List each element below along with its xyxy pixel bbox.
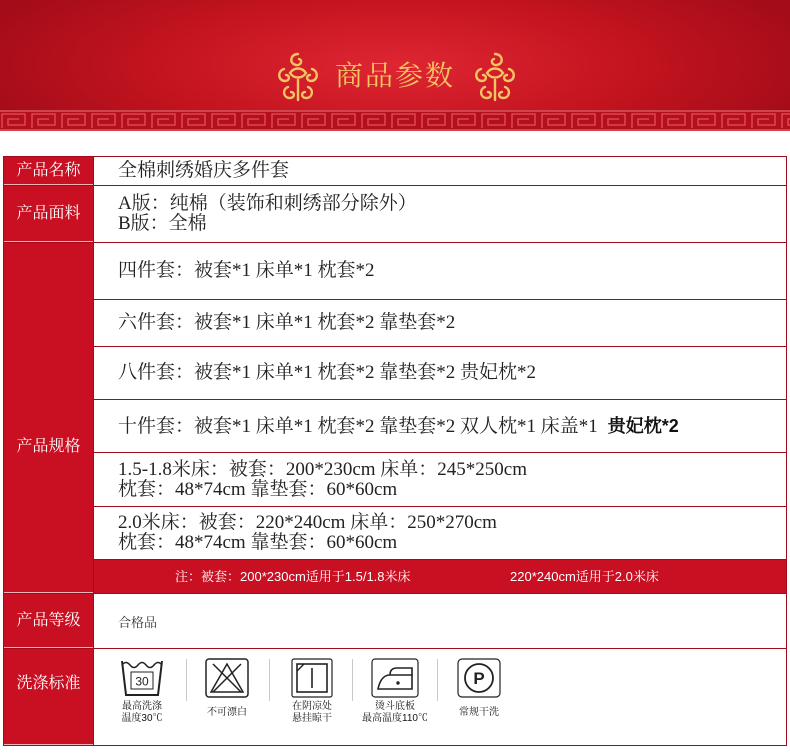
- set-row: [94, 243, 786, 300]
- size-line: 2.0米床：被套：220*240cm 床单：250*270cm: [118, 512, 497, 533]
- row-wash: [4, 649, 786, 745]
- wash-caption: [185, 700, 269, 726]
- wash-caption-line: 不可漂白: [207, 707, 247, 718]
- label-grade: 产品等级: [4, 594, 93, 648]
- product-name-text: 全棉刺绣婚庆多件套: [118, 160, 290, 181]
- wash-caption-line: 温度30℃: [121, 713, 163, 724]
- fret-pattern-border: [0, 110, 790, 131]
- wash-item: [100, 657, 184, 737]
- wash-caption: [437, 700, 521, 726]
- wash-item: [270, 657, 354, 737]
- wash-item: [353, 657, 437, 737]
- fabric-line: B版：全棉: [118, 213, 207, 234]
- value-product-name: [93, 157, 786, 185]
- wash-caption-line: 在阴凉处: [292, 701, 332, 712]
- size-line: 1.5-1.8米床：被套：200*230cm 床单：245*250cm: [118, 458, 528, 480]
- size-line: 枕套：48*74cm 靠垫套：60*60cm: [118, 478, 398, 500]
- row-spec: [4, 243, 786, 594]
- wash-symbols: [93, 649, 786, 745]
- label-spec: [4, 243, 93, 593]
- label-wash-text: 洗涤标准: [16, 675, 81, 692]
- set-text: 四件套：被套*1 床单*1 枕套*2: [118, 260, 375, 281]
- product-spec-table: [3, 156, 787, 746]
- note-bar: [94, 560, 786, 593]
- wash-caption-line: 常规干洗: [459, 707, 499, 718]
- wash-item: [437, 657, 521, 737]
- cloud-ornament-icon: [471, 51, 519, 103]
- set-text: 六件套：被套*1 床单*1 枕套*2 靠垫套*2: [118, 312, 456, 333]
- no-bleach-icon: [203, 657, 251, 699]
- note-text-right: 220*240cm适用于2.0米床: [510, 569, 659, 584]
- set-text: 八件套：被套*1 床单*1 枕套*2 靠垫套*2 贵妃枕*2: [118, 362, 537, 383]
- set-line: [118, 416, 786, 437]
- wash-caption: [100, 700, 184, 726]
- header-banner: [0, 0, 790, 131]
- grade-text: 合格品: [118, 614, 158, 630]
- set-text: 十件套：被套*1 床单*1 枕套*2 靠垫套*2 双人枕*1 床盖*1: [118, 415, 598, 437]
- dry-clean-p-icon: [455, 657, 503, 699]
- wash-30-icon: [118, 657, 166, 699]
- label-wash: [4, 649, 93, 745]
- row-fabric: [4, 186, 786, 243]
- wash-caption-line: 最高温度110℃: [362, 713, 428, 724]
- value-fabric: [93, 186, 786, 242]
- wash-caption: [353, 700, 437, 726]
- wash-caption-line: 悬挂晾干: [292, 713, 332, 724]
- note-text-left: 注：被套：200*230cm适用于1.5/1.8米床: [175, 569, 411, 584]
- size-row: [94, 453, 786, 507]
- value-grade: [93, 594, 786, 648]
- row-grade: [4, 594, 786, 649]
- label-product-name: 产品名称: [4, 157, 93, 185]
- label-fabric: 产品面料: [4, 186, 93, 242]
- row-product-name: [4, 157, 786, 186]
- wash-temperature-label: 30: [135, 674, 149, 689]
- drip-dry-in-shade-icon: [288, 657, 336, 699]
- set-row: [94, 400, 786, 453]
- wash-caption: [270, 700, 354, 726]
- set-row: [94, 300, 786, 347]
- value-spec: [93, 243, 786, 593]
- wash-item: [185, 657, 269, 737]
- iron-low-heat-icon: [370, 657, 420, 699]
- wash-caption-line: 烫斗底板: [375, 701, 415, 712]
- fabric-line: A版：纯棉（装饰和刺绣部分除外）: [118, 193, 417, 214]
- set-text-bold: 贵妃枕*2: [607, 415, 679, 436]
- label-spec-text: 产品规格: [16, 438, 81, 455]
- banner-title: 商品参数: [334, 59, 455, 92]
- dry-clean-letter: P: [473, 669, 485, 688]
- set-row: [94, 347, 786, 400]
- size-line: 枕套：48*74cm 靠垫套：60*60cm: [118, 532, 398, 553]
- wash-caption-line: 最高洗涤: [122, 701, 162, 712]
- size-row: [94, 507, 786, 560]
